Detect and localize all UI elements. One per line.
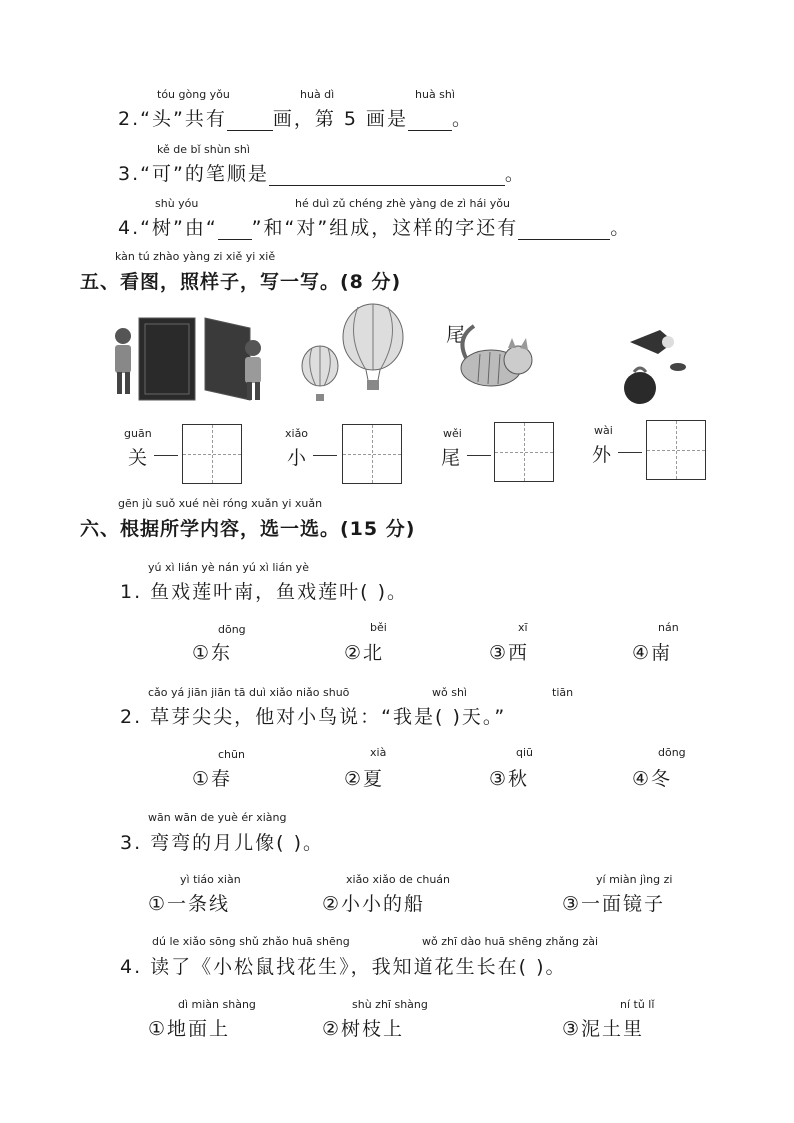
q2-text-b: 画，第 5 画是 [272,108,408,130]
sec5-item-4-writing-box[interactable] [646,420,706,480]
q4-line [118,213,631,240]
fruit-illustration [612,312,692,412]
s3-pinyin: wān wān de yuè ér xiàng [148,811,287,824]
sec5-item-1-pinyin: guān [124,427,152,440]
s2-opt-1-pinyin: chūn [218,748,245,761]
s4-opt-1-pinyin: dì miàn shàng [178,998,256,1011]
q4-text-b: ”和“对”组成，这样的字还有 [251,217,519,239]
s2-opt-2-pinyin: xià [370,746,387,759]
s1-opt-2[interactable]: ②北 [344,642,385,664]
q3-blank-stroke-order[interactable] [269,167,505,186]
q2-pinyin-c: huà shì [415,88,455,101]
q3-line [118,159,526,186]
s2-opt-4[interactable]: ④冬 [632,768,673,790]
s3-opt-2[interactable]: ②小小的船 [322,893,426,915]
s4-pinyin-b: wǒ zhī dào huā shēng zhǎng zài [422,935,599,948]
sec6-pinyin: gēn jù suǒ xué nèi róng xuǎn yi xuǎn [118,497,323,510]
s2-pinyin-a: cǎo yá jiān jiān tā duì xiǎo niǎo shuō [148,686,350,699]
q2-text-c: 。 [452,108,474,130]
q4-blank-component[interactable] [218,221,252,240]
balloons-illustration [298,302,408,412]
sec5-item-2-char: 小 [287,447,309,469]
s2-opt-3[interactable]: ③秋 [489,768,530,790]
q3-text-a: 3.“可”的笔顺是 [118,163,269,185]
s4-opt-3-pinyin: ní tǔ lǐ [620,998,655,1011]
s1-opt-3[interactable]: ③西 [489,642,530,664]
q4-text-a: 4.“树”由“ [118,217,218,239]
s4-opt-3[interactable]: ③泥土里 [562,1018,645,1040]
s3-text: 3. 弯弯的月儿像( )。 [120,832,325,854]
q2-blank-fifth-stroke[interactable] [408,112,452,131]
s1-opt-1[interactable]: ①东 [192,642,233,664]
s2-pinyin-c: tiān [552,686,574,699]
sec5-item-4-dash [618,452,642,453]
sec5-item-4-pinyin: wài [594,424,613,437]
sec5-item-2-writing-box[interactable] [342,424,402,484]
sec5-item-1-dash [154,455,178,456]
sec5-item-1-char: 关 [128,447,150,469]
sec5-item-3-char: 尾 [441,447,463,469]
s2-opt-2[interactable]: ②夏 [344,768,385,790]
sec5-item-3-pinyin: wěi [443,427,462,440]
s4-pinyin-a: dú le xiǎo sōng shǔ zhǎo huā shēng [152,935,350,948]
sec5-title: 五、看图，照样子，写一写。(8 分) [80,271,402,293]
s4-text: 4. 读了《小松鼠找花生》，我知道花生长在( )。 [120,956,567,978]
sec5-item-3-dash [467,455,491,456]
s3-opt-3-pinyin: yí miàn jìng zi [596,873,673,886]
q2-pinyin-b: huà dì [300,88,335,101]
q3-pinyin: kě de bǐ shùn shì [157,143,250,156]
door-illustration [105,310,275,410]
q4-blank-more-chars[interactable] [518,221,610,240]
q2-line [118,104,473,131]
sec5-item-4-char: 外 [592,444,614,466]
s1-opt-4-pinyin: nán [658,621,679,634]
sec5-pinyin: kàn tú zhào yàng zi xiě yi xiě [115,250,276,263]
s1-pinyin: yú xì lián yè nán yú xì lián yè [148,561,309,574]
q2-text-a: 2.“头”共有 [118,108,227,130]
s1-opt-3-pinyin: xī [518,621,528,634]
s1-opt-4[interactable]: ④南 [632,642,673,664]
s4-opt-1[interactable]: ①地面上 [148,1018,231,1040]
s2-pinyin-b: wǒ shì [432,686,467,699]
sec5-item-3-writing-box[interactable] [494,422,554,482]
sec6-title: 六、根据所学内容，选一选。(15 分) [80,518,416,540]
s3-opt-1[interactable]: ①一条线 [148,893,231,915]
s1-opt-2-pinyin: běi [370,621,387,634]
sec5-item-1-writing-box[interactable] [182,424,242,484]
cat-illustration [456,318,546,393]
q4-pinyin-a: shù yóu [155,197,199,210]
q2-pinyin-a: tóu gòng yǒu [157,88,230,101]
s1-opt-1-pinyin: dōng [218,623,246,636]
s2-opt-3-pinyin: qiū [516,746,534,759]
s2-text: 2. 草芽尖尖，他对小鸟说：“我是( )天。” [120,706,507,728]
s2-opt-1[interactable]: ①春 [192,768,233,790]
s1-text: 1. 鱼戏莲叶南，鱼戏莲叶( )。 [120,581,409,603]
sec5-item-2-pinyin: xiǎo [285,427,309,440]
s4-opt-2-pinyin: shù zhī shàng [352,998,428,1011]
s2-opt-4-pinyin: dōng [658,746,686,759]
q2-blank-strokes[interactable] [227,112,273,131]
s3-opt-2-pinyin: xiǎo xiǎo de chuán [346,873,451,886]
sec5-item-2-dash [313,455,337,456]
cat-char-label: 尾 [446,324,468,346]
s3-opt-1-pinyin: yì tiáo xiàn [180,873,241,886]
s3-opt-3[interactable]: ③一面镜子 [562,893,666,915]
s4-opt-2[interactable]: ②树枝上 [322,1018,405,1040]
q4-text-c: 。 [610,217,632,239]
q3-text-b: 。 [504,163,526,185]
q4-pinyin-b: hé duì zǔ chéng zhè yàng de zì hái yǒu [295,197,510,210]
